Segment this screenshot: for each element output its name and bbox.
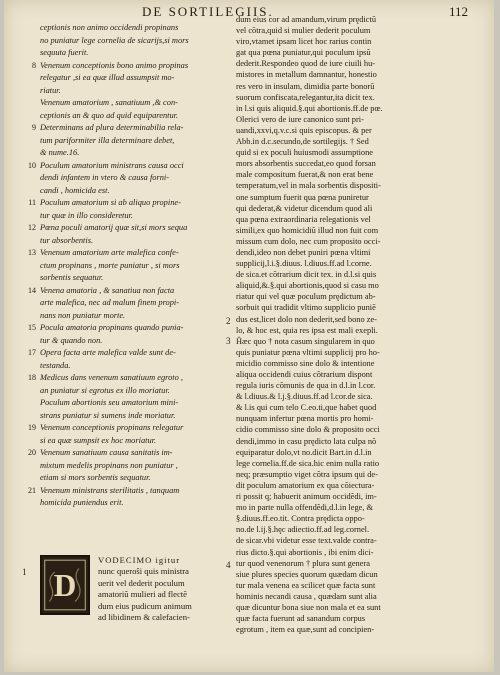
- margin-number: 3: [226, 336, 231, 346]
- text-line: sorbuit qui tradidit vltimo supplicio puniẽ: [236, 303, 376, 313]
- drop-cap-letter: D: [53, 568, 77, 604]
- summary-item-number: 21: [28, 485, 36, 495]
- summary-item: [18, 397, 228, 422]
- summary-item-number: 19: [28, 423, 36, 432]
- summary-item: [18, 322, 228, 347]
- summary-item: [18, 372, 228, 397]
- text-line: quis puniatur pœna vltimi supplicij pro ho-: [236, 347, 380, 357]
- summary-line: & nume.16.: [40, 148, 80, 157]
- summary-line: tur absorbentis.: [40, 235, 94, 245]
- summary-line: si ea quæ sumpsit ex hoc moriatur.: [40, 435, 157, 445]
- text-line: hominis necandi causa , quædam sunt alia: [236, 591, 377, 601]
- summary-line: arte malefica, nec ad malum finem propi-: [40, 298, 180, 307]
- text-line: simili,ex quo homicidiũ illud non fuit com: [236, 225, 379, 235]
- summary-line: sequuta fuerit.: [40, 48, 89, 57]
- summary-item: [18, 60, 228, 98]
- text-line: regula iuris cõmunis de qua in d.l.in l.cor.: [236, 381, 376, 391]
- summary-item: [18, 285, 228, 323]
- text-line: missum cum dolo, nec cum proposito occi-: [236, 236, 381, 246]
- summary-item-number: 12: [28, 223, 36, 232]
- text-line: viro,vtamet ipsam licet hoc rarius contin: [236, 37, 372, 47]
- summary-line: Poculum amatorium si ab aliquo propine-: [40, 198, 181, 207]
- text-line: equiparatur dolo,vt no.dicit Bart.in d.l.in: [236, 447, 372, 457]
- summary-line: Venenum conceptionis propinans relegatur: [40, 423, 184, 432]
- summary-line: an puniatur si egrotus ex illo moriatur.: [40, 385, 170, 395]
- summary-line: relegatur ,si ea quæ illud assumpsit mo-: [40, 73, 175, 82]
- text-line: quid si ex poculi huiusmodi assumptione: [236, 148, 374, 158]
- drop-cap-ornament: [40, 555, 90, 615]
- text-line: res vero in insulam, dimidia parte bonorũ: [236, 81, 375, 91]
- summary-item-number: 14: [28, 285, 36, 295]
- summary-line: Venenum sanatiuum causa sanitatis im-: [40, 448, 173, 457]
- text-line: & l.is qui cum telo C.eo.ti,que habet quod: [236, 403, 377, 413]
- text-line: nunquam infertur pœna mortis pro homi-: [236, 414, 374, 424]
- summary-line: ceptionis an & quo ad quid equiparentur.: [40, 110, 179, 120]
- section-number: 1: [22, 567, 27, 577]
- text-line: supplicij,l.i.§.diuus. l.diuus.ff.ad l.corne.: [236, 259, 372, 269]
- summary-item: [18, 485, 228, 510]
- text-line: neq; præsumptio viget cõtra ipsum qui de-: [236, 469, 378, 479]
- text-line: no.de l.ij.§.hęc adiectio.ff.ad leg.cornel.: [236, 525, 370, 535]
- text-line: dendi,ideo non debet puniri pœna vltimi: [236, 247, 371, 257]
- summary-line: Pocula amatoria propinans quando punia-: [40, 323, 184, 332]
- text-line: gat qua pœna puniatur,qui poculum ipsũ: [236, 48, 371, 58]
- text-line: aliquid,&.§.qui abortionis,quod si casu mo: [236, 281, 379, 291]
- summary-line: Determinans ad plura determinabilia rela-: [40, 123, 184, 132]
- summary-line: tum pariformiter illa determinare debet,: [40, 135, 175, 145]
- text-line: micidio commisso sine dolo & intentione: [236, 358, 375, 368]
- summary-item-number: 10: [28, 160, 36, 170]
- summary-item: [18, 197, 228, 222]
- text-line: temperatum,vel in mala sorbentis dispositi-: [236, 181, 381, 191]
- summary-line: tur quæ in illo consideretur.: [40, 210, 133, 220]
- main-text-column: [236, 14, 454, 635]
- summary-item-number: 9: [32, 123, 36, 132]
- text-line: egrotum , item ea quæ,sunt ad concipien-: [236, 625, 375, 635]
- summary-item: [18, 247, 228, 285]
- summary-item: [18, 97, 228, 122]
- section-line: dum eius pudicum animum: [98, 600, 192, 611]
- text-line: dus est,licet dolo non dederit,sed bono ze-: [236, 314, 377, 324]
- summary-item-number: 17: [28, 348, 36, 357]
- summary-line: Poculum amatorium ministrans causa occi: [40, 160, 184, 170]
- book-page: [4, 0, 494, 672]
- summary-line: Venenum amatorium arte malefica confe-: [40, 248, 179, 257]
- text-line: qua pœna extraordinaria relegationis vel: [236, 214, 371, 224]
- text-line: tur mala venena ea scilicet quæ facta sunt: [236, 580, 376, 590]
- text-line: §.diuus.ff.eo.tit. Contra prędicta oppo-: [236, 514, 365, 524]
- section-line: VODECIMO igitur: [98, 555, 181, 565]
- summary-line: Medicus dans venenum sanatiuum egroto ,: [40, 373, 183, 382]
- summary-line: Venenum ministrans sterilitatis , tanquam: [40, 485, 180, 495]
- ornamental-letter-icon: [42, 557, 88, 613]
- text-line: lo, & hoc est, quia res ipsa est mali exepli.: [236, 325, 378, 335]
- summary-line: no puniatur lege cornelia de sicarijs,si mors: [40, 35, 189, 45]
- text-line: Ĥæc quo † nota casum singularem in quo: [236, 336, 375, 346]
- text-line: one sumptum fuerit qua pœna puniretur: [236, 192, 369, 202]
- summary-item-number: 18: [28, 373, 36, 382]
- text-line: de sicar.vbi videtur esse text.valde contra-: [236, 536, 377, 546]
- summary-line: sorbentis sequatur.: [40, 273, 104, 282]
- summary-line: riatur.: [40, 85, 61, 95]
- section-line: ad libidinem & calefacien-: [98, 612, 190, 623]
- summary-line: candi , homicida est.: [40, 185, 110, 195]
- running-head: DE SORTILEGIIS.: [142, 4, 274, 19]
- text-line: quæ facta fuerunt ad sanandum corpus: [236, 614, 366, 624]
- text-line: suorum confiscata,relegantur,ita dicit tex.: [236, 92, 375, 102]
- summary-line: ceptionis non animo occidendi propinans: [40, 23, 179, 32]
- section-line: uerit vel dederit poculum: [98, 577, 185, 588]
- summary-line: Opera facta arte malefica valde sunt de-: [40, 348, 176, 357]
- summary-line: etiam si mors sorbentis sequatur.: [40, 473, 151, 482]
- section-opening-text: [98, 555, 234, 623]
- summary-line: strans puniatur si sumens inde moriatur.: [40, 410, 176, 420]
- text-line: dederit.Respondeo quod de iure ciuili hu-: [236, 59, 376, 69]
- text-line: mistores in metallum damnantur, honestio: [236, 70, 377, 80]
- text-line: dit poculum amatorium ex qua cõiectura-: [236, 480, 375, 490]
- text-line: siue plures species quorum quædam dicun: [236, 569, 378, 579]
- summary-line: testanda.: [40, 360, 71, 370]
- text-line: de sica.et cõtrarium dicit tex. in d.l.si quis: [236, 270, 377, 280]
- text-line: male compositum fuerat,& non erat bene: [236, 170, 374, 180]
- summary-item-number: 15: [28, 323, 36, 332]
- text-line: ri possit q; habuerit animum occidẽdi, im-: [236, 492, 377, 502]
- section-line: nunc queroŝi quis ministra: [98, 566, 189, 577]
- summary-item-number: 20: [28, 448, 36, 457]
- summary-line: nans non puniatur morte.: [40, 310, 126, 320]
- text-line: cidio commisso sine dolo & proposito occi: [236, 425, 380, 435]
- text-line: Abb.in d.c.secundo,de sortilegijs. † Sed: [236, 137, 369, 147]
- text-line: mors absorbentis succedat,eo quod forsan: [236, 159, 376, 169]
- summary-item: [18, 122, 228, 160]
- text-line: riatur qui vel quæ poculum prędictum ab-: [236, 292, 376, 302]
- summary-item: [18, 160, 228, 198]
- text-line: qui dederat,& videtur dicendum quod ali: [236, 203, 373, 213]
- text-line: dendi,immo in casu prędicto lata culpa nõ: [236, 436, 377, 446]
- text-line: mo in parte nulla offendẽdi,d.l.in lege, &: [236, 503, 374, 513]
- text-line: quæ dicuntur bona siue non mala et ea sunt: [236, 602, 381, 612]
- text-line: in l.si quis aliquid.§.qui abortionis.ff.de pœ.: [236, 103, 383, 113]
- text-line: & l.diuus.& l.j.§.diuus.ff.ad l.cor.de sica.: [236, 392, 373, 402]
- summary-item: [18, 347, 228, 372]
- text-line: tur quod venenorum † plura sunt genera: [236, 558, 370, 568]
- text-line: lege cornelia.ff.de sica.hic enim nulla ratio: [236, 458, 380, 468]
- text-line: vel cõtra,quid si mulier dederit poculum: [236, 26, 371, 36]
- summary-item-number: 13: [28, 248, 36, 257]
- text-line: dum eius cor ad amandum,virum prędictũ: [236, 15, 377, 24]
- section-line: amatoriũ mulieri ad flectẽ: [98, 589, 188, 600]
- summary-line: Venenum conceptionis bono animo propinas: [40, 60, 189, 70]
- text-line: uandi,xxvi,q.v.c.si quis episcopus. & per: [236, 125, 372, 135]
- summary-item-number: 8: [32, 60, 36, 70]
- summary-column: [18, 22, 228, 510]
- summary-item: [18, 222, 228, 247]
- margin-number: 2: [226, 316, 231, 326]
- summary-line: Venena amatoria , & sanatiua non facta: [40, 285, 175, 295]
- summary-item: [18, 447, 228, 485]
- summary-line: Venenum amatorium , sanatiuum ,& con-: [40, 98, 178, 107]
- text-line: rius dicto.§.qui abortionis , ibi enim dici-: [236, 547, 374, 557]
- summary-item: [18, 422, 228, 447]
- summary-line: dendi infantem in vtero & causa forni-: [40, 173, 170, 182]
- summary-line: homicida puniendus erit.: [40, 498, 124, 507]
- summary-line: tur & quando non.: [40, 335, 103, 345]
- text-line: aliqua occidendi cuius cõtrarium dispont: [236, 370, 373, 379]
- summary-line: mixtum medelis propinans non puniatur ,: [40, 460, 178, 470]
- page-number: 112: [448, 4, 468, 19]
- margin-number: 4: [226, 560, 231, 570]
- summary-line: ctum propinans , morte puniatur , si mors: [40, 260, 180, 270]
- text-line: Olerici vero de iure canonico sunt pri-: [236, 114, 364, 124]
- summary-line: Pœna poculi amatorij quæ sit,si mors sequa: [40, 223, 188, 232]
- summary-item-number: 11: [28, 198, 36, 207]
- summary-line: Poculum abortionis seu amatorium mini-: [40, 398, 179, 407]
